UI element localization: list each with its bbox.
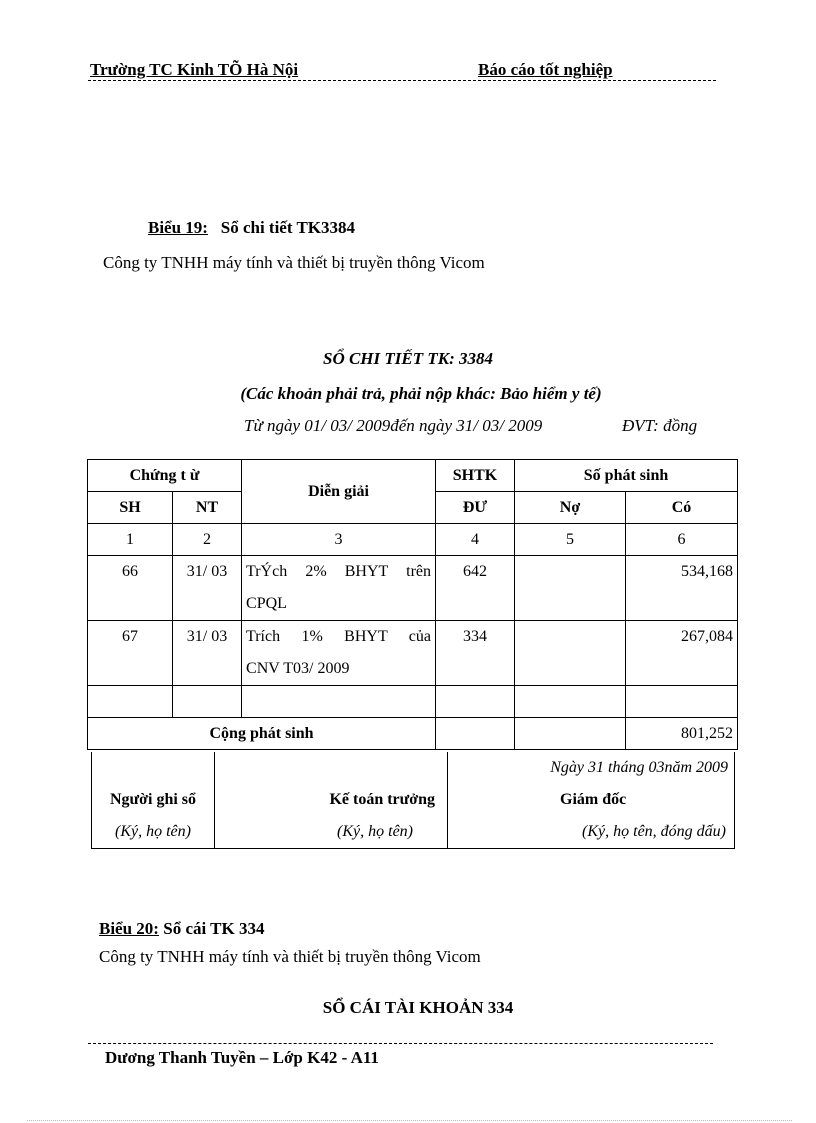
header-row-1 [88, 460, 738, 492]
section19-heading [148, 218, 355, 238]
section19-company: Công ty TNHH máy tính và thiết bị truyền thông Vicom [103, 253, 485, 272]
row-sh: 67 [88, 621, 173, 686]
sh-header: SH [88, 492, 173, 524]
accountant-title: Kế toán trưởng [215, 784, 448, 816]
row-account: 642 [436, 556, 515, 621]
row-debit [515, 556, 626, 621]
row-account: 334 [436, 621, 515, 686]
nt-header: NT [173, 492, 242, 524]
table-row [88, 621, 738, 686]
header-divider [88, 80, 716, 81]
ledger-unit: ĐVT: đồng [622, 416, 698, 435]
recorder-note: (Ký, họ tên) [92, 816, 215, 849]
column-number: 5 [515, 524, 626, 556]
ledger-table [87, 459, 738, 750]
description-header: Diễn giải [242, 460, 436, 524]
row-nt: 31/ 03 [173, 621, 242, 686]
row-debit [515, 621, 626, 686]
signature-table [91, 752, 735, 849]
total-credit: 801,252 [626, 718, 738, 750]
credit-header: Có [626, 492, 738, 524]
empty-row [88, 686, 738, 718]
total-label: Cộng phát sinh [88, 718, 436, 750]
ledger-period: Từ ngày 01/ 03/ 2009đến ngày 31/ 03/ 2009 [244, 416, 543, 435]
report-type: Báo cáo tốt nghiệp [478, 60, 613, 79]
row-nt: 31/ 03 [173, 556, 242, 621]
table-row [88, 556, 738, 621]
row-description [242, 621, 436, 686]
footer-divider [88, 1043, 713, 1044]
row-description-line1: TrÝch 2% BHYT trên [246, 563, 432, 580]
director-title: Giám đốc [448, 784, 735, 816]
footer-author: Dương Thanh Tuyền – Lớp K42 - A11 [105, 1048, 379, 1067]
page-bottom-edge [27, 1120, 792, 1121]
voucher-header: Chứng t ừ [88, 460, 242, 492]
recorder-title: Người ghi sổ [92, 784, 215, 816]
debit-header: Nợ [515, 492, 626, 524]
section19-label: Biểu 19: [148, 218, 208, 237]
column-number-row [88, 524, 738, 556]
column-number: 6 [626, 524, 738, 556]
ledger-subtitle: (Các khoản phải trả, phải nộp khác: Bảo hiểm y tế) [240, 384, 602, 403]
row-description [242, 556, 436, 621]
row-sh: 66 [88, 556, 173, 621]
row-credit: 534,168 [626, 556, 738, 621]
director-note: (Ký, họ tên, đóng dấu) [448, 816, 735, 849]
school-name: Trường TC Kinh TÕ Hà Nội [90, 60, 299, 79]
column-number: 2 [173, 524, 242, 556]
section20-title: Sổ cái TK 334 [163, 919, 265, 938]
section19-title: Sổ chi tiết TK3384 [220, 218, 356, 237]
account-header-top: SHTK [436, 460, 515, 492]
row-description-line2: CNV T03/ 2009 [246, 660, 350, 677]
ledger-title: SỔ CHI TIẾT TK: 3384 [322, 349, 494, 368]
section20-heading [99, 919, 264, 939]
section20-company: Công ty TNHH máy tính và thiết bị truyền thông Vicom [99, 947, 481, 966]
section20-label: Biểu 20: [99, 919, 159, 938]
signature-date: Ngày 31 tháng 03năm 2009 [448, 752, 735, 784]
row-description-line1: Trích 1% BHYT của [246, 628, 432, 645]
row-credit: 267,084 [626, 621, 738, 686]
row-description-line2: CPQL [246, 595, 287, 612]
section20-ledger-heading: SỔ CÁI TÀI KHOẢN 334 [322, 998, 514, 1017]
account-header-bottom: ĐƯ [436, 492, 515, 524]
column-number: 3 [242, 524, 436, 556]
column-number: 4 [436, 524, 515, 556]
arising-header: Số phát sinh [515, 460, 738, 492]
accountant-note: (Ký, họ tên) [215, 816, 448, 849]
total-row [88, 718, 738, 750]
column-number: 1 [88, 524, 173, 556]
